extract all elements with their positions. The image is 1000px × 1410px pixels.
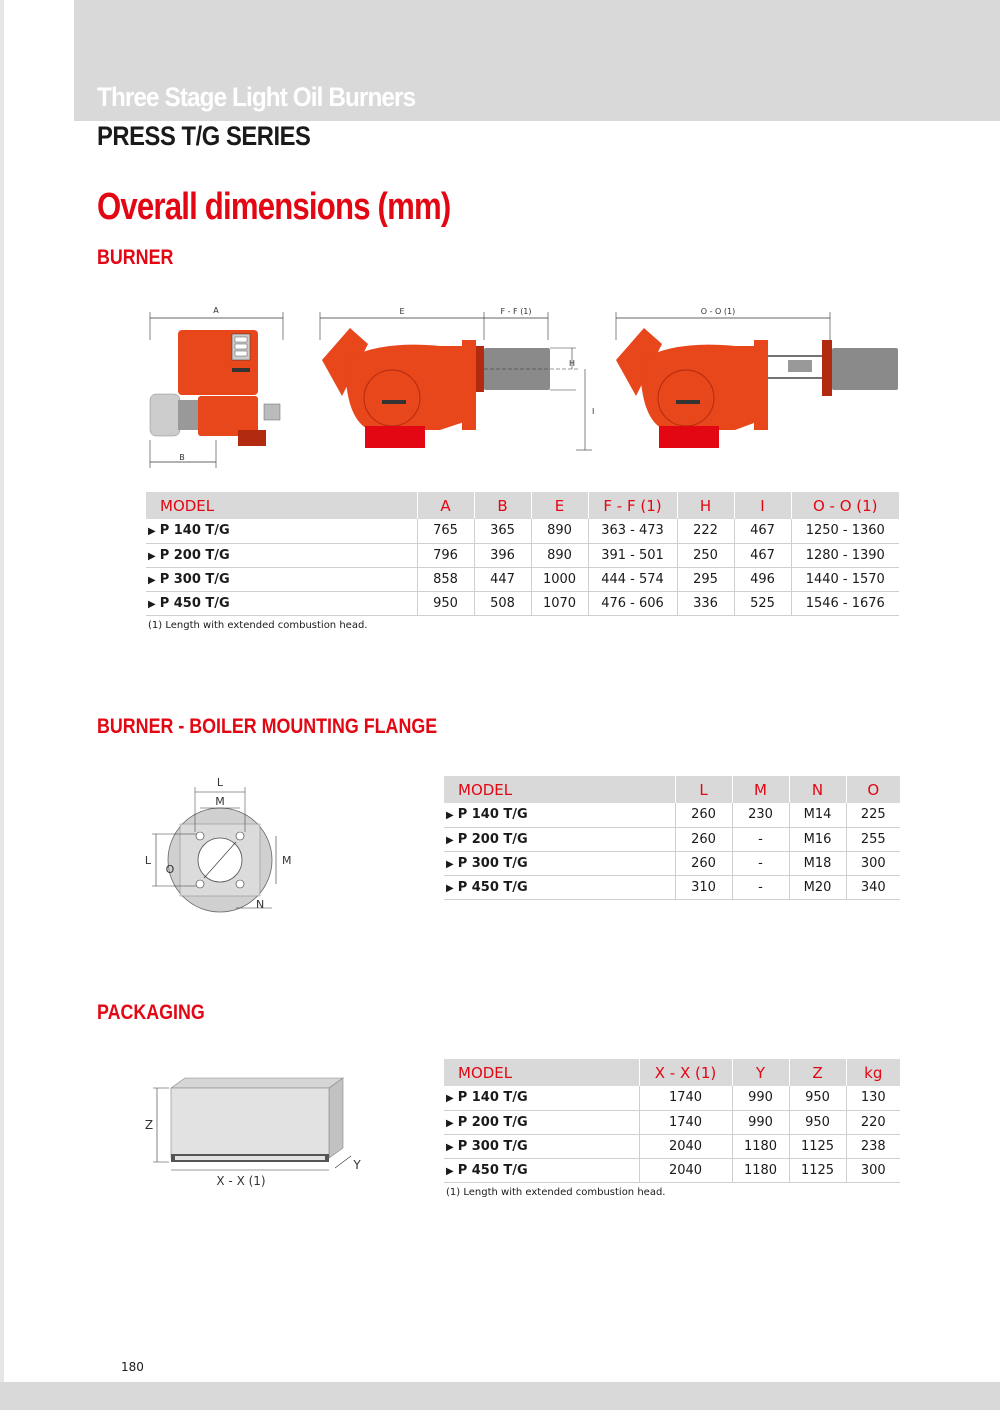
- table-cell: 1740: [639, 1086, 732, 1110]
- table-cell: 496: [734, 567, 791, 591]
- model-cell: [444, 1158, 639, 1182]
- table-cell: -: [732, 875, 789, 899]
- table-cell: M16: [789, 827, 846, 851]
- table-cell: 447: [474, 567, 531, 591]
- column-header: X - X (1): [639, 1059, 732, 1086]
- triangle-bullet-icon: ▶: [446, 834, 454, 846]
- table-row: [146, 519, 899, 543]
- burner-section-title: BURNER: [97, 246, 174, 269]
- triangle-bullet-icon: ▶: [148, 550, 156, 562]
- table-cell: 1000: [531, 567, 588, 591]
- table-cell: 1125: [789, 1158, 846, 1182]
- table-cell: 476 - 606: [588, 591, 677, 615]
- dimension-label-ff: F - F (1): [500, 307, 532, 316]
- table-cell: 1070: [531, 591, 588, 615]
- page-title: Overall dimensions (mm): [97, 186, 451, 228]
- table-cell: 2040: [639, 1134, 732, 1158]
- column-header: B: [474, 492, 531, 519]
- triangle-bullet-icon: ▶: [446, 882, 454, 894]
- table-cell: 796: [417, 543, 474, 567]
- table-row: [146, 567, 899, 591]
- model-name: P 200 T/G: [457, 1114, 528, 1130]
- table-cell: 765: [417, 519, 474, 543]
- table-cell: 467: [734, 519, 791, 543]
- burner-side-view: [150, 306, 283, 468]
- table-row: [444, 1158, 900, 1182]
- triangle-bullet-icon: ▶: [148, 598, 156, 610]
- model-name: P 200 T/G: [159, 547, 230, 563]
- column-header: MODEL: [146, 492, 417, 519]
- table-cell: 225: [846, 803, 900, 827]
- column-header: N: [789, 776, 846, 803]
- packaging-dimensions-table: [444, 1059, 900, 1183]
- table-cell: 1440 - 1570: [791, 567, 899, 591]
- triangle-bullet-icon: ▶: [148, 526, 156, 538]
- table-cell: -: [732, 851, 789, 875]
- dimension-label-m-top: M: [215, 795, 225, 808]
- column-header: A: [417, 492, 474, 519]
- burner-footnote: (1) Length with extended combustion head.: [148, 620, 368, 631]
- table-row: [146, 591, 899, 615]
- table-cell: 1125: [789, 1134, 846, 1158]
- table-cell: 950: [417, 591, 474, 615]
- table-cell: 250: [677, 543, 734, 567]
- table-cell: 222: [677, 519, 734, 543]
- model-cell: [146, 591, 417, 615]
- flange-drawing: [140, 772, 300, 917]
- table-cell: 340: [846, 875, 900, 899]
- table-cell: 1546 - 1676: [791, 591, 899, 615]
- table-cell: 990: [732, 1086, 789, 1110]
- triangle-bullet-icon: ▶: [446, 1165, 454, 1177]
- model-name: P 200 T/G: [457, 831, 528, 847]
- dimension-label-l-top: L: [216, 776, 224, 789]
- dimension-label-e: E: [399, 307, 405, 316]
- model-name: P 300 T/G: [457, 855, 528, 871]
- table-cell: 220: [846, 1110, 900, 1134]
- dimension-label-i: I: [592, 407, 595, 416]
- page-number: 180: [121, 1360, 144, 1374]
- table-cell: 363 - 473: [588, 519, 677, 543]
- table-cell: M14: [789, 803, 846, 827]
- flange-dimensions-table: [444, 776, 900, 900]
- table-row: [444, 1134, 900, 1158]
- table-cell: 260: [675, 851, 732, 875]
- dimension-label-y: Y: [353, 1158, 361, 1172]
- model-name: P 450 T/G: [457, 1162, 528, 1178]
- column-header: M: [732, 776, 789, 803]
- triangle-bullet-icon: ▶: [446, 810, 454, 822]
- table-header-row: [146, 492, 899, 519]
- column-header: Y: [732, 1059, 789, 1086]
- table-cell: 260: [675, 827, 732, 851]
- table-row: [444, 1086, 900, 1110]
- table-row: [444, 851, 900, 875]
- table-cell: 300: [846, 851, 900, 875]
- table-cell: 396: [474, 543, 531, 567]
- burner-drawings: [140, 300, 910, 480]
- packaging-drawing: [135, 1068, 375, 1193]
- flange-section-title: BURNER - BOILER MOUNTING FLANGE: [97, 715, 438, 738]
- dimension-label-b: B: [179, 453, 185, 462]
- dimension-label-l-side: L: [144, 854, 152, 867]
- table-cell: 444 - 574: [588, 567, 677, 591]
- table-cell: 858: [417, 567, 474, 591]
- series-name: PRESS T/G SERIES: [97, 121, 311, 151]
- table-cell: 130: [846, 1086, 900, 1110]
- footer-band: [0, 1382, 1000, 1410]
- table-cell: 391 - 501: [588, 543, 677, 567]
- dimension-label-x: X - X (1): [216, 1174, 266, 1188]
- table-cell: M18: [789, 851, 846, 875]
- model-name: P 450 T/G: [159, 595, 230, 611]
- model-name: P 300 T/G: [159, 571, 230, 587]
- table-cell: 1180: [732, 1134, 789, 1158]
- column-header: O - O (1): [791, 492, 899, 519]
- table-cell: 300: [846, 1158, 900, 1182]
- model-cell: [444, 1086, 639, 1110]
- dimension-label-oo: O - O (1): [700, 307, 736, 316]
- column-header: MODEL: [444, 776, 675, 803]
- table-cell: 295: [677, 567, 734, 591]
- table-row: [146, 543, 899, 567]
- dimension-label-m-side: M: [282, 854, 292, 867]
- model-name: P 140 T/G: [457, 1090, 528, 1106]
- table-cell: 890: [531, 543, 588, 567]
- table-cell: 1280 - 1390: [791, 543, 899, 567]
- model-cell: [146, 567, 417, 591]
- model-cell: [444, 1110, 639, 1134]
- table-cell: 890: [531, 519, 588, 543]
- column-header: L: [675, 776, 732, 803]
- model-name: P 140 T/G: [159, 523, 230, 539]
- model-name: P 300 T/G: [457, 1138, 528, 1154]
- column-header: F - F (1): [588, 492, 677, 519]
- model-cell: [146, 519, 417, 543]
- column-header: kg: [846, 1059, 900, 1086]
- model-cell: [444, 1134, 639, 1158]
- model-cell: [444, 851, 675, 875]
- table-cell: 525: [734, 591, 791, 615]
- table-cell: -: [732, 827, 789, 851]
- table-cell: 508: [474, 591, 531, 615]
- table-row: [444, 827, 900, 851]
- model-cell: [444, 827, 675, 851]
- model-cell: [146, 543, 417, 567]
- table-header-row: [444, 1059, 900, 1086]
- table-cell: 990: [732, 1110, 789, 1134]
- table-cell: 365: [474, 519, 531, 543]
- table-header-row: [444, 776, 900, 803]
- triangle-bullet-icon: ▶: [446, 858, 454, 870]
- table-row: [444, 1110, 900, 1134]
- table-cell: 950: [789, 1110, 846, 1134]
- table-row: [444, 803, 900, 827]
- column-header: MODEL: [444, 1059, 639, 1086]
- triangle-bullet-icon: ▶: [446, 1093, 454, 1105]
- model-name: P 450 T/G: [457, 879, 528, 895]
- table-cell: 238: [846, 1134, 900, 1158]
- burner-dimensions-table: [146, 492, 899, 616]
- table-cell: 1740: [639, 1110, 732, 1134]
- table-cell: M20: [789, 875, 846, 899]
- table-cell: 950: [789, 1086, 846, 1110]
- table-cell: 230: [732, 803, 789, 827]
- table-cell: 255: [846, 827, 900, 851]
- table-cell: 1250 - 1360: [791, 519, 899, 543]
- table-cell: 310: [675, 875, 732, 899]
- series-title: Three Stage Light Oil Burners: [97, 82, 416, 112]
- column-header: E: [531, 492, 588, 519]
- burner-front-view: [320, 307, 594, 450]
- column-header: O: [846, 776, 900, 803]
- column-header: Z: [789, 1059, 846, 1086]
- packaging-section-title: PACKAGING: [97, 1001, 205, 1024]
- burner-extended-view: [616, 307, 898, 448]
- table-cell: 260: [675, 803, 732, 827]
- triangle-bullet-icon: ▶: [446, 1141, 454, 1153]
- dimension-label-a: A: [213, 306, 219, 315]
- triangle-bullet-icon: ▶: [446, 1117, 454, 1129]
- table-cell: 467: [734, 543, 791, 567]
- table-cell: 2040: [639, 1158, 732, 1182]
- model-cell: [444, 803, 675, 827]
- triangle-bullet-icon: ▶: [148, 574, 156, 586]
- dimension-label-z: Z: [144, 1118, 154, 1132]
- model-cell: [444, 875, 675, 899]
- dimension-label-o: O: [165, 863, 175, 876]
- column-header: I: [734, 492, 791, 519]
- table-cell: 1180: [732, 1158, 789, 1182]
- packaging-footnote: (1) Length with extended combustion head.: [446, 1187, 666, 1198]
- dimension-label-h: H: [568, 359, 576, 368]
- table-cell: 336: [677, 591, 734, 615]
- table-row: [444, 875, 900, 899]
- model-name: P 140 T/G: [457, 807, 528, 823]
- left-edge-strip: [0, 0, 4, 1410]
- dimension-label-n: N: [256, 898, 265, 911]
- column-header: H: [677, 492, 734, 519]
